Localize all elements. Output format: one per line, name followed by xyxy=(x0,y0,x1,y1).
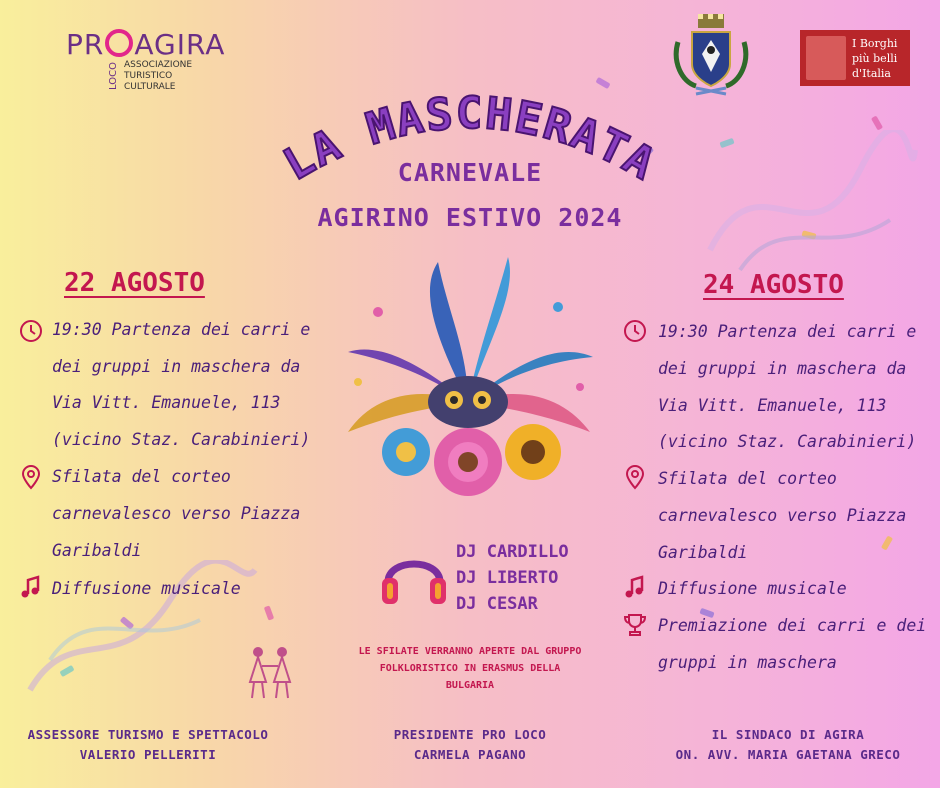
footer-role: PRESIDENTE PRO LOCO xyxy=(393,727,547,742)
dj-name: DJ CESAR xyxy=(456,594,538,614)
carnival-mask-illustration xyxy=(318,252,618,527)
left-line: Garibaldi xyxy=(52,541,142,560)
subtitle-edition: AGIRINO ESTIVO 2024 xyxy=(317,203,623,232)
borghi-logo xyxy=(800,30,910,86)
proloco-subtitle xyxy=(124,60,192,93)
borghi-line: d'Italia xyxy=(852,67,891,80)
proloco-logo xyxy=(66,28,246,98)
footer-sindaco xyxy=(640,727,936,762)
right-line: dei gruppi in maschera da xyxy=(658,359,907,378)
borghi-text xyxy=(852,36,897,81)
folk-note-line: BULGARIA xyxy=(445,680,495,691)
left-line: Sfilata del corteo xyxy=(52,467,231,486)
left-line: 19:30 Partenza dei carri e xyxy=(52,320,311,339)
folk-note-line: LE SFILATE VERRANNO APERTE DAL GRUPPO xyxy=(358,646,582,657)
right-line: Via Vitt. Emanuele, 113 xyxy=(658,396,887,415)
trophy-icon xyxy=(622,612,648,638)
borghi-line: I Borghi xyxy=(852,37,898,50)
right-line: 19:30 Partenza dei carri e xyxy=(658,322,917,341)
right-line: Garibaldi xyxy=(658,543,748,562)
confetti xyxy=(871,115,883,130)
proloco-brand xyxy=(66,28,246,61)
confetti xyxy=(881,535,893,550)
folk-note-line: FOLKLORISTICO IN ERASMUS DELLA xyxy=(379,663,561,674)
clock-icon xyxy=(18,318,44,344)
footer-assessore xyxy=(8,727,288,762)
location-pin-icon xyxy=(622,464,648,490)
footer-role: ASSESSORE TURISMO E SPETTACOLO xyxy=(27,727,269,742)
main-title xyxy=(250,78,690,208)
left-line: carnevalesco verso Piazza xyxy=(52,504,301,523)
right-line: (vicino Staz. Carabinieri) xyxy=(658,432,917,451)
confetti xyxy=(264,605,274,620)
music-note-icon xyxy=(622,574,648,600)
left-line: Via Vitt. Emanuele, 113 xyxy=(52,393,281,412)
footer-person: ON. AVV. MARIA GAETANA GRECO xyxy=(675,747,901,762)
left-date-heading: 22 AGOSTO xyxy=(64,268,205,298)
proloco-brand-pre: PR xyxy=(66,28,105,61)
proloco-brand-post: AGIRA xyxy=(134,28,226,61)
main-title-text: LA MASCHERATA xyxy=(275,88,665,191)
proloco-loco-text: LOCO xyxy=(108,62,119,90)
left-line: (vicino Staz. Carabinieri) xyxy=(52,430,311,449)
headphones-icon xyxy=(378,540,450,612)
footer-presidente xyxy=(330,727,610,762)
right-line: gruppi in maschera xyxy=(658,653,837,672)
proloco-sub-line: TURISTICO xyxy=(124,71,173,81)
right-line: Diffusione musicale xyxy=(658,579,847,598)
location-pin-icon xyxy=(18,464,44,490)
left-line: dei gruppi in maschera da xyxy=(52,357,301,376)
clock-icon xyxy=(622,318,648,344)
dj-name: DJ CARDILLO xyxy=(456,542,569,562)
footer-person: VALERIO PELLERITI xyxy=(79,747,217,762)
right-date-heading: 24 AGOSTO xyxy=(703,270,844,300)
subtitle-carnevale: CARNEVALE xyxy=(397,158,543,187)
proloco-sub-line: ASSOCIAZIONE xyxy=(124,60,193,70)
ring-icon xyxy=(105,29,133,57)
dj-name: DJ LIBERTO xyxy=(456,568,559,588)
left-line: Diffusione musicale xyxy=(52,579,241,598)
footer-person: CARMELA PAGANO xyxy=(413,747,527,762)
right-line: Sfilata del corteo xyxy=(658,469,837,488)
footer-role: IL SINDACO DI AGIRA xyxy=(711,727,865,742)
tower-icon xyxy=(806,36,846,80)
right-line: carnevalesco verso Piazza xyxy=(658,506,907,525)
proloco-sub-line: CULTURALE xyxy=(124,82,176,92)
borghi-line: più belli xyxy=(852,52,898,65)
right-line: Premiazione dei carri e dei xyxy=(658,616,927,635)
music-note-icon xyxy=(18,574,44,600)
